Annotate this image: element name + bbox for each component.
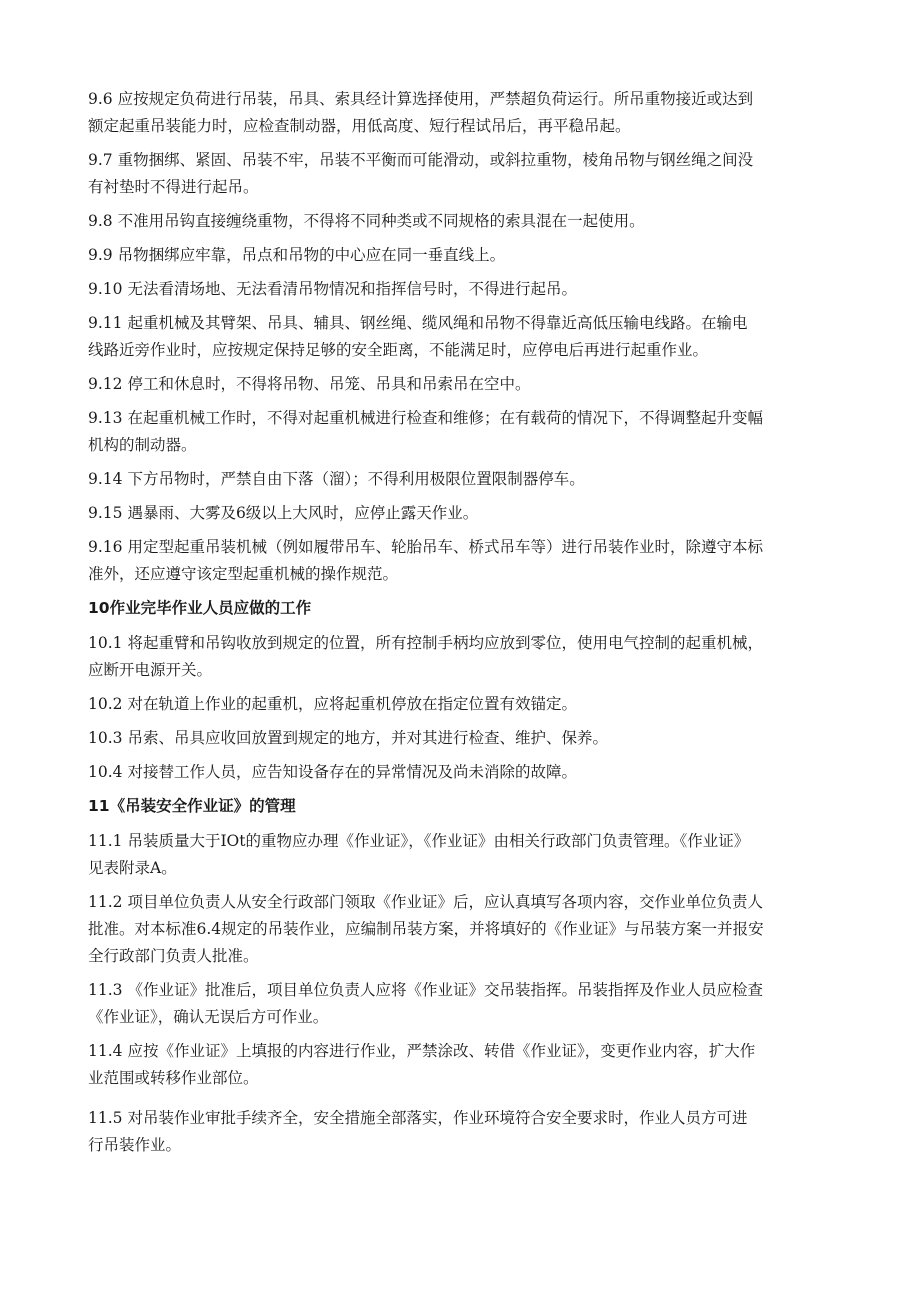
- clause-paragraph: [88, 691, 848, 718]
- clause-line: 11.5 对吊装作业审批手续齐全，安全措施全部落实，作业环境符合安全要求时，作业人员方可进: [88, 1109, 748, 1127]
- clause-paragraph: [88, 534, 848, 588]
- clause-line: 批准。对本标准6.4规定的吊装作业，应编制吊装方案，并将填好的《作业证》与吊装方案一并报安: [88, 920, 764, 938]
- clause-line: 9.12 停工和休息时，不得将吊物、吊笼、吊具和吊索吊在空中。: [88, 375, 531, 393]
- clause-paragraph: [88, 242, 848, 269]
- clause-line: 9.11 起重机械及其臂架、吊具、辅具、钢丝绳、缆风绳和吊物不得靠近高低压输电线路。在输电: [88, 314, 748, 332]
- clause-line: 9.8 不准用吊钩直接缠绕重物，不得将不同种类或不同规格的索具混在一起使用。: [88, 212, 645, 230]
- clause-line: 11.3 《作业证》批准后，项目单位负责人应将《作业证》交吊装指挥。吊装指挥及作业人员应检查: [88, 981, 763, 999]
- clause-paragraph: [88, 86, 848, 140]
- clause-paragraph: [88, 725, 848, 752]
- clause-paragraph: [88, 977, 848, 1031]
- clause-line: 9.9 吊物捆绑应牢靠，吊点和吊物的中心应在同一垂直线上。: [88, 246, 506, 264]
- clause-paragraph: [88, 466, 848, 493]
- clause-line: 9.6 应按规定负荷进行吊装，吊具、索具经计算选择使用，严禁超负荷运行。所吊重物接近或达到: [88, 90, 754, 108]
- document-page: [88, 86, 848, 1166]
- clause-paragraph: [88, 310, 848, 364]
- clause-line: 线路近旁作业时，应按规定保持足够的安全距离，不能满足时，应停电后再进行起重作业。: [88, 341, 709, 359]
- clause-paragraph: [88, 208, 848, 235]
- clause-line: 10.3 吊索、吊具应收回放置到规定的地方，并对其进行检查、维护、保养。: [88, 729, 608, 747]
- clause-line: 10.4 对接替工作人员，应告知设备存在的异常情况及尚未消除的故障。: [88, 763, 577, 781]
- clause-line: 11.2 项目单位负责人从安全行政部门领取《作业证》后，应认真填写各项内容，交作业单位负责人: [88, 893, 763, 911]
- clause-line: 11.4 应按《作业证》上填报的内容进行作业，严禁涂改、转借《作业证》，变更作业内容，扩大作: [88, 1042, 756, 1060]
- clause-paragraph: [88, 1105, 848, 1159]
- clause-line: 9.14 下方吊物时，严禁自由下落（溜）；不得利用极限位置限制器停车。: [88, 470, 585, 488]
- clause-line: 9.13 在起重机械工作时，不得对起重机械进行检查和维修；在有载荷的情况下，不得调整起升变幅: [88, 409, 763, 427]
- clause-line: 10.1 将起重臂和吊钩收放到规定的位置，所有控制手柄均应放到零位，使用电气控制的起重机械，: [88, 634, 763, 652]
- clause-line: 9.16 用定型起重吊装机械（例如履带吊车、轮胎吊车、桥式吊车等）进行吊装作业时，除遵守本标: [88, 538, 763, 556]
- clause-line: 《作业证》，确认无误后方可作业。: [88, 1008, 329, 1026]
- clause-paragraph: [88, 759, 848, 786]
- clause-paragraph: [88, 630, 848, 684]
- clause-paragraph: [88, 147, 848, 201]
- clause-line: 9.7 重物捆绑、紧固、吊装不牢，吊装不平衡而可能滑动，或斜拉重物，棱角吊物与钢丝绳之间没: [88, 151, 754, 169]
- clause-line: 见表附录A。: [88, 859, 177, 877]
- clause-line: 额定起重吊装能力时，应检查制动器，用低高度、短行程试吊后，再平稳吊起。: [88, 117, 631, 135]
- clause-line: 业范围或转移作业部位。: [88, 1069, 259, 1087]
- section-heading: 10作业完毕作业人员应做的工作: [88, 599, 312, 617]
- clause-line: 行吊装作业。: [88, 1136, 182, 1154]
- clause-paragraph: [88, 500, 848, 527]
- clause-paragraph: [88, 405, 848, 459]
- clause-line: 准外，还应遵守该定型起重机械的操作规范。: [88, 565, 399, 583]
- clause-paragraph: [88, 828, 848, 882]
- section-heading: 11《吊装安全作业证》的管理: [88, 797, 296, 815]
- clause-line: 9.10 无法看清场地、无法看清吊物情况和指挥信号时，不得进行起吊。: [88, 280, 577, 298]
- clause-line: 机构的制动器。: [88, 436, 197, 454]
- clause-line: 应断开电源开关。: [88, 661, 213, 679]
- clause-line: 全行政部门负责人批准。: [88, 947, 259, 965]
- clause-line: 有衬垫时不得进行起吊。: [88, 178, 259, 196]
- clause-paragraph: [88, 276, 848, 303]
- clause-line: 10.2 对在轨道上作业的起重机，应将起重机停放在指定位置有效锚定。: [88, 695, 577, 713]
- clause-paragraph: [88, 371, 848, 398]
- clause-line: 11.1 吊装质量大于IOt的重物应办理《作业证》，《作业证》由相关行政部门负责管理。《作业证》: [88, 832, 750, 850]
- clause-paragraph: [88, 889, 848, 970]
- clause-paragraph: [88, 1038, 848, 1092]
- clause-line: 9.15 遇暴雨、大雾及6级以上大风时，应停止露天作业。: [88, 504, 479, 522]
